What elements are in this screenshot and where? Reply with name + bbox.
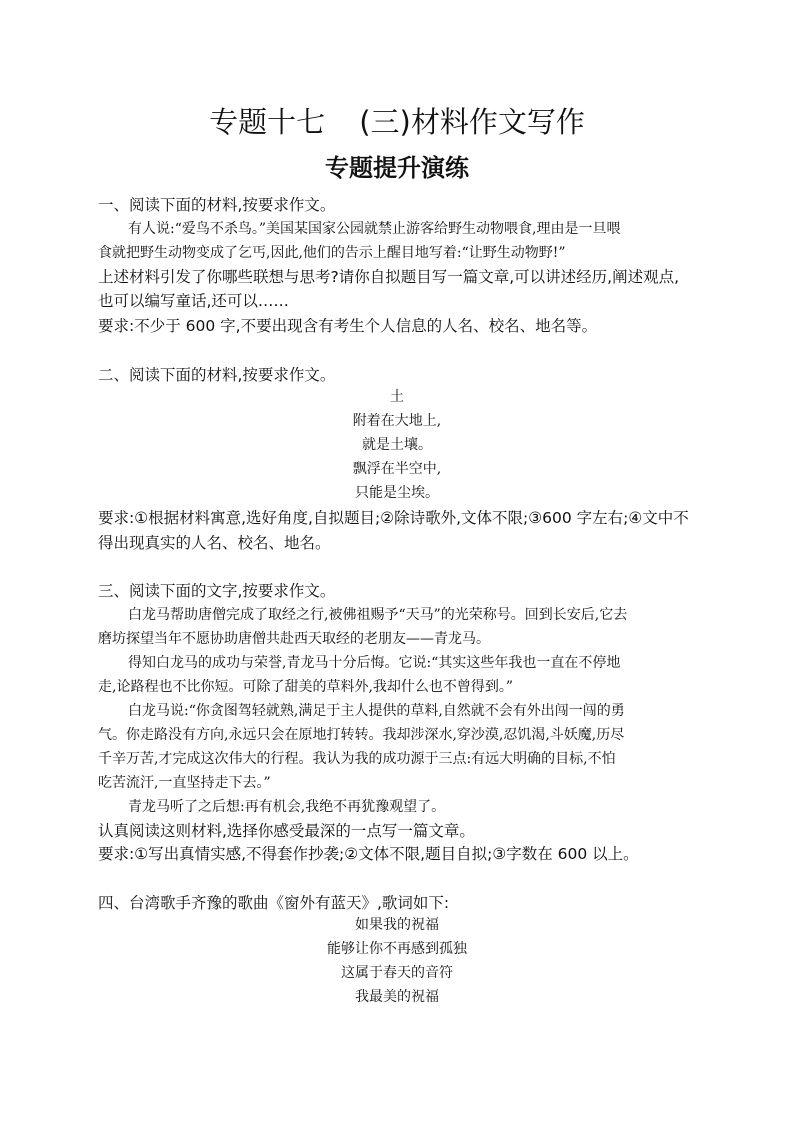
q4-lyric-line: 能够让你不再感到孤独 [327,941,467,957]
q4-lyric-line: 这属于春天的音符 [341,965,453,981]
title-main: 专题十七 [209,105,326,139]
q3-material-line: 气。你走路没有方向,永远只会在原地打转转。我却涉深水,穿沙漠,忍饥渴,斗妖魔,历尽 [98,727,625,743]
q3-material-line: 磨坊探望当年不愿协助唐僧共赴西天取经的老朋友——青龙马。 [98,631,490,647]
q3-material-line: 走,论路程也不比你短。可除了甜美的草料外,我却什么也不曾得到。” [98,679,514,695]
q2-heading: 二、阅读下面的材料,按要求作文。 [98,366,336,384]
q3-material-line: 千辛万苦,才完成这次伟大的行程。我认为我的成功源于三点:有远大明确的目标,不怕 [98,751,616,767]
q1-material-line: 食就把野生动物变成了乞丐,因此,他们的告示上醒目地写着:“让野生动物野!” [98,245,566,261]
q2-poem-line: 附着在大地上, [352,413,442,429]
q2-requirement-line: 得出现真实的人名、校名、地名。 [98,534,331,552]
q2-poem-line: 只能是尘埃。 [355,485,439,501]
q3-material-line: 吃苦流汗,一直坚持走下去。” [98,775,271,791]
q3-requirement: 要求:①写出真情实感,不得套作抄袭;②文体不限,题目自拟;③字数在 600 以上。 [98,845,639,863]
page-title [0,102,794,142]
q3-material-line: 得知白龙马的成功与荣誉,青龙马十分后悔。它说:“其实这些年我也一直在不停地 [128,655,621,671]
q1-requirement: 要求:不少于 600 字,不要出现含有考生个人信息的人名、校名、地名等。 [98,317,598,335]
q3-material-line: 白龙马帮助唐僧完成了取经之行,被佛祖赐予“天马”的光荣称号。回到长安后,它去 [128,607,628,623]
q3-material-line: 青龙马听了之后想:再有机会,我绝不再犹豫观望了。 [128,799,446,815]
q1-prompt-line: 上述材料引发了你哪些联想与思考?请你自拟题目写一篇文章,可以讲述经历,阐述观点, [98,268,680,286]
q3-prompt: 认真阅读这则材料,选择你感受最深的一点写一篇文章。 [98,822,475,840]
page-subtitle: 专题提升演练 [325,154,469,182]
q3-material-line: 白龙马说:“你贪图驾轻就熟,满足于主人提供的草料,自然就不会有外出闯一闯的勇 [128,703,625,719]
q2-poem-line: 土 [390,389,404,405]
q2-requirement-line: 要求:①根据材料寓意,选好角度,自拟题目;②除诗歌外,文体不限;③600 字左右;④文中不 [98,509,689,527]
q3-heading: 三、阅读下面的文字,按要求作文。 [98,582,336,600]
q2-poem-line: 飘浮在半空中, [352,461,442,477]
q1-prompt-line: 也可以编写童话,还可以…… [98,292,289,310]
q4-lyric-line: 如果我的祝福 [355,917,439,933]
q4-heading: 四、台湾歌手齐豫的歌曲《窗外有蓝天》,歌词如下: [98,894,450,912]
q2-poem-line: 就是土壤。 [362,437,432,453]
q1-material-line: 有人说:“爱鸟不杀鸟。”美国某国家公园就禁止游客给野生动物喂食,理由是一旦喂 [128,221,621,237]
q4-lyric-line: 我最美的祝福 [355,989,439,1005]
title-sub: (三)材料作文写作 [359,105,585,139]
q1-heading: 一、阅读下面的材料,按要求作文。 [98,196,336,214]
